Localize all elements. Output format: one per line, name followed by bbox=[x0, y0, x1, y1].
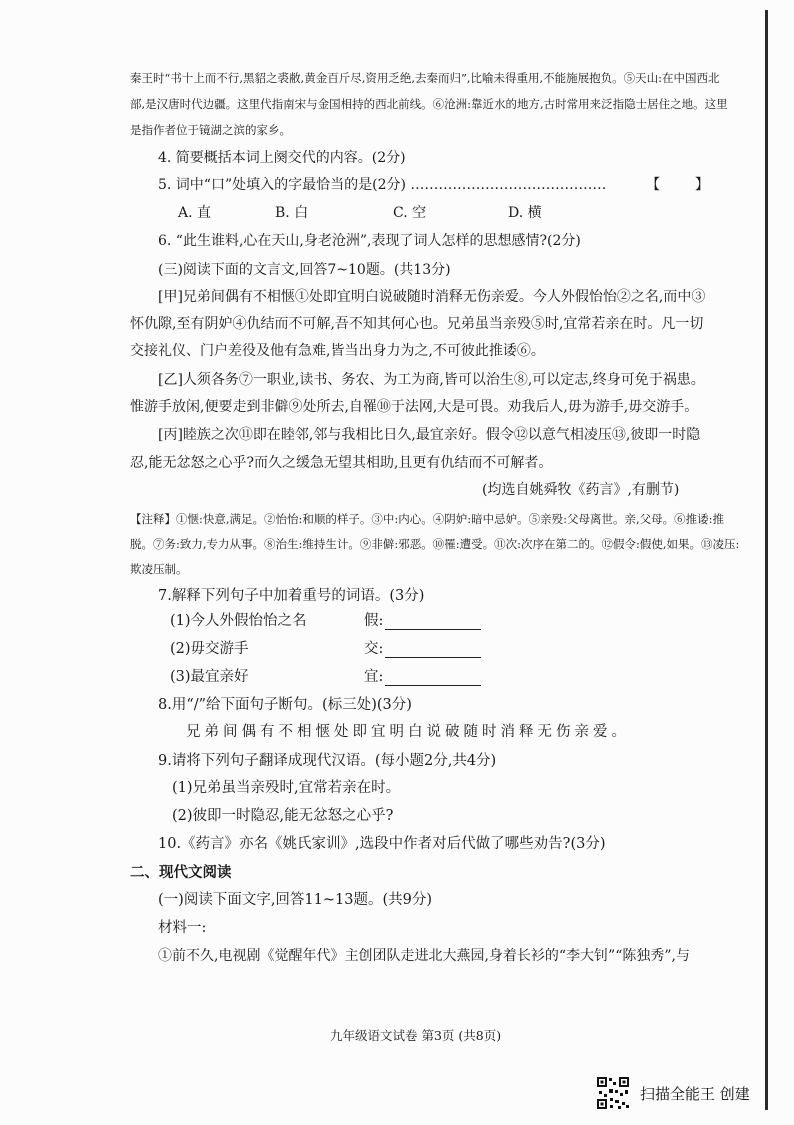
part-2-title: 二、现代文阅读 bbox=[130, 864, 232, 881]
question-6: 6. “此生谁料,心在天山,身老沧洲”,表现了词人怎样的思想感情?(2分) bbox=[158, 233, 581, 249]
option-d: D. 横 bbox=[508, 205, 542, 221]
question-10: 10.《药言》亦名《姚氏家训》,选段中作者对后代做了哪些劝告?(3分) bbox=[158, 836, 606, 852]
annotation-line-1: 【注释】①惬:快意,满足。②怡怡:和顺的样子。③中:内心。④阴妒:暗中忌妒。⑤亲殁:父母离世。亲,父母。⑥推诿:推 bbox=[130, 512, 725, 526]
material-paragraph-1: ①前不久,电视剧《觉醒年代》主创团队走进北大燕园,身着长衫的“李大钊”“陈独秀”,与 bbox=[158, 948, 690, 964]
material-label: 材料一: bbox=[158, 920, 207, 936]
q8-sentence: 兄弟间偶有不相惬处即宜明白说破随时消释无伤亲爱。 bbox=[186, 724, 630, 740]
q9-item-1: (1)兄弟虽当亲殁时,宜常若亲在时。 bbox=[172, 780, 401, 796]
answer-line bbox=[385, 643, 481, 658]
question-5-stem bbox=[158, 177, 606, 194]
part-2-subtitle: (一)阅读下面文字,回答11~13题。(共9分) bbox=[158, 892, 433, 908]
q7-blank-3 bbox=[364, 669, 481, 686]
q7-blank-2-label: 交: bbox=[364, 641, 384, 657]
question-8: 8.用“/”给下面句子断句。(标三处)(3分) bbox=[158, 697, 412, 713]
q7-sentence-1: (1)今人外假怡怡之名 bbox=[170, 613, 307, 629]
passage-jia-line-3: 交接礼仪、门户差役及他有急难,皆当出身力为之,不可彼此推诿⑥。 bbox=[130, 343, 545, 359]
note-line-3: 是指作者位于镜湖之滨的家乡。 bbox=[130, 123, 291, 137]
passage-jia-line-2: 怀仇隙,至有阴妒④仇结而不可解,吾不知其何心也。兄弟虽当亲殁⑤时,宜常若亲在时。凡一切 bbox=[130, 316, 704, 332]
question-7: 7.解释下列句子中加着重号的词语。(3分) bbox=[158, 588, 425, 604]
scanner-watermark: 扫描全能王 创建 bbox=[640, 1085, 750, 1103]
q7-blank-3-label: 宜: bbox=[364, 669, 384, 685]
annotation-line-2: 脱。⑦务:致力,专力从事。⑧治生:维持生计。⑨非僻:邪恶。⑩罹:遭受。⑪次:次序在第二的。⑫假令:假使,如果。⑬凌压: bbox=[130, 537, 740, 551]
question-5-leader: …………………………………… bbox=[410, 177, 607, 193]
answer-bracket-close: 】 bbox=[695, 177, 709, 193]
q9-item-2: (2)彼即一时隐忍,能无忿怒之心乎? bbox=[172, 808, 394, 824]
q7-sentence-2: (2)毋交游手 bbox=[170, 641, 249, 657]
passage-yi-line-2: 惟游手放闲,便要走到非僻⑨处所去,自罹⑩于法网,大是可畏。劝我后人,毋为游手,毋交游手。 bbox=[130, 399, 699, 415]
option-a: A. 直 bbox=[178, 205, 212, 221]
q7-blank-2 bbox=[364, 641, 481, 658]
option-c: C. 空 bbox=[393, 205, 427, 221]
section-3-title: (三)阅读下面的文言文,回答7~10题。(共13分) bbox=[158, 262, 451, 278]
option-b: B. 白 bbox=[275, 205, 309, 221]
answer-line bbox=[385, 671, 481, 686]
q7-blank-1 bbox=[364, 613, 481, 630]
binding-line bbox=[765, 10, 768, 1110]
note-line-2: 部,是汉唐时代边疆。这里代指南宋与金国相持的西北前线。⑥沧洲:靠近水的地方,古时常用来泛指隐士居住之地。这里 bbox=[130, 97, 728, 111]
passage-yi-line-1: [乙]人须各务⑦一职业,读书、务农、为工为商,皆可以治生⑧,可以定志,终身可免于祸患。 bbox=[158, 372, 705, 388]
question-4: 4. 简要概括本词上阕交代的内容。(2分) bbox=[158, 150, 406, 166]
q7-sentence-3: (3)最宜亲好 bbox=[170, 669, 249, 685]
q7-blank-1-label: 假: bbox=[364, 613, 384, 629]
qr-code-icon bbox=[596, 1076, 630, 1110]
passage-bing-line-1: [丙]睦族之次⑪即在睦邻,邻与我相比日久,最宜亲好。假令⑫以意气相凌压⑬,彼即一时隐 bbox=[158, 427, 701, 443]
passage-source: (均选自姚舜牧《药言》,有删节) bbox=[482, 482, 680, 498]
passage-jia-line-1: [甲]兄弟间偶有不相惬①处即宜明白说破随时消释无伤亲爱。今人外假怡怡②之名,而中③ bbox=[158, 289, 706, 305]
note-line-1: 秦王时“书十上而不行,黑貂之裘敝,黄金百斤尽,资用乏绝,去秦而归”,比喻未得重用,不能施展抱负。⑤天山:在中国西北 bbox=[130, 71, 720, 85]
answer-bracket-open: 【 bbox=[646, 177, 660, 193]
question-9: 9.请将下列句子翻译成现代汉语。(每小题2分,共4分) bbox=[158, 753, 497, 769]
answer-line bbox=[385, 615, 481, 630]
passage-bing-line-2: 忍,能无忿怒之心乎?而久之缓急无望其相助,且更有仇结而不可解者。 bbox=[130, 455, 553, 471]
annotation-line-3: 欺凌压制。 bbox=[130, 562, 188, 576]
question-5-text: 5. 词中“口”处填入的字最恰当的是(2分) bbox=[158, 177, 406, 193]
page-footer: 九年级语文试卷 第3页 (共8页) bbox=[330, 1028, 502, 1043]
